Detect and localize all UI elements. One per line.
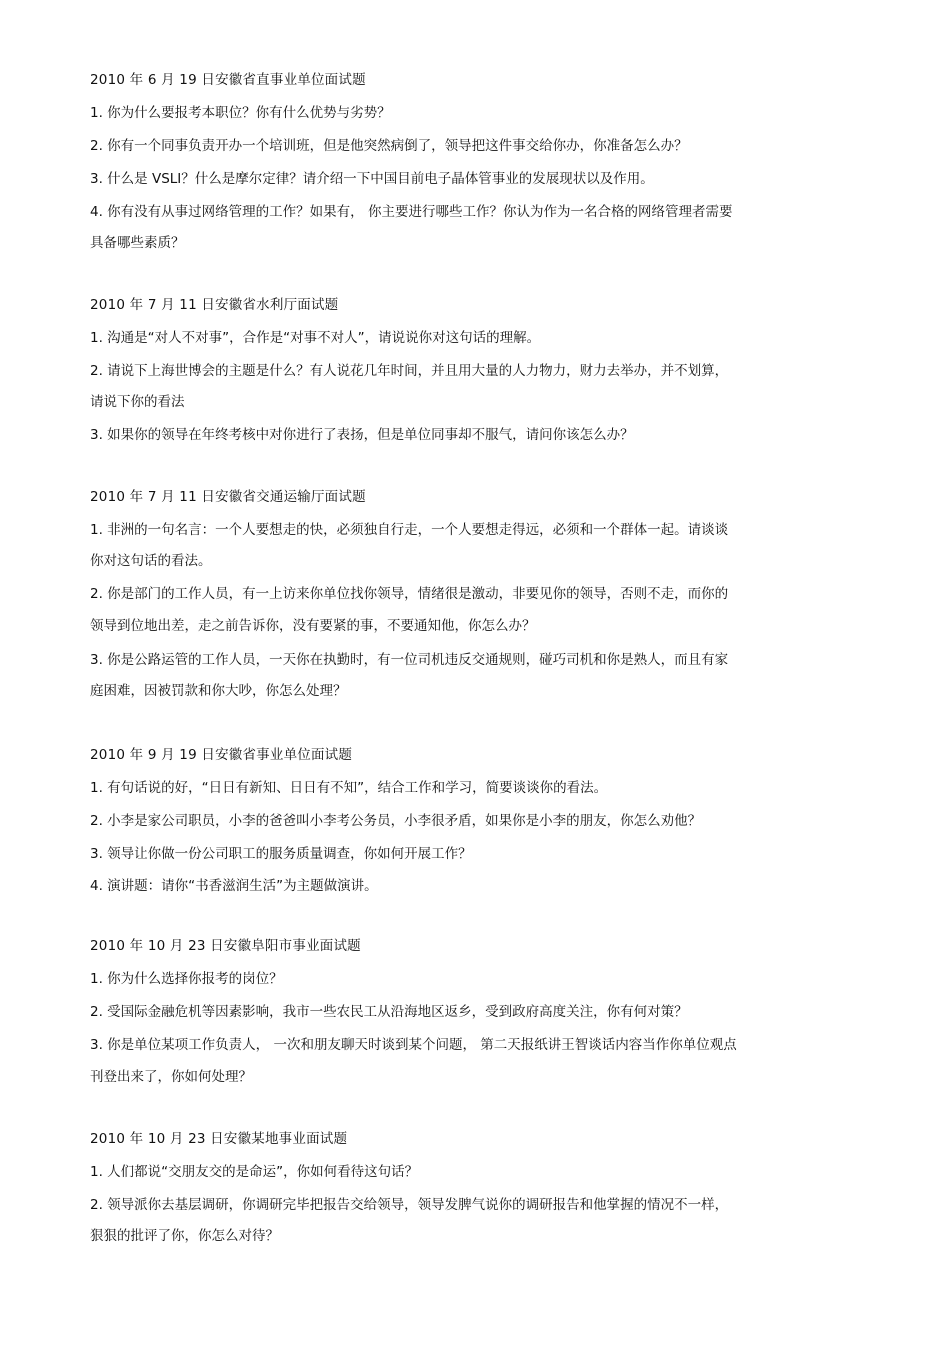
question-line: 3. 领导让你做一份公司职工的服务质量调查，你如何开展工作？ bbox=[90, 846, 472, 862]
question-line: 4. 你有没有从事过网络管理的工作？如果有， 你主要进行哪些工作？你认为作为一名合格的网络管理者需要 bbox=[90, 204, 733, 220]
question-line: 2. 领导派你去基层调研，你调研完毕把报告交给领导，领导发脾气说你的调研报告和他掌握的情况不一样， bbox=[90, 1197, 729, 1213]
question-line: 1. 人们都说“交朋友交的是命运”，你如何看待这句话？ bbox=[90, 1164, 419, 1180]
section-heading: 2010 年 7 月 11 日安徽省水利厅面试题 bbox=[90, 297, 339, 313]
question-line: 4. 演讲题：请你“书香滋润生活”为主题做演讲。 bbox=[90, 878, 378, 894]
question-line: 1. 你为什么要报考本职位？你有什么优势与劣势？ bbox=[90, 105, 391, 121]
section-heading: 2010 年 6 月 19 日安徽省直事业单位面试题 bbox=[90, 72, 366, 88]
question-line: 3. 你是单位某项工作负责人， 一次和朋友聊天时谈到某个问题， 第二天报纸讲王智谈话内容当作你单位观点 bbox=[90, 1037, 737, 1053]
question-line-continuation: 具备哪些素质？ bbox=[90, 235, 185, 251]
section-heading: 2010 年 10 月 23 日安徽某地事业面试题 bbox=[90, 1131, 348, 1147]
question-line: 2. 你是部门的工作人员，有一上访来你单位找你领导，情绪很是激动，非要见你的领导，否则不走，而你的 bbox=[90, 586, 729, 602]
question-line: 3. 什么是 VSLI？什么是摩尔定律？请介绍一下中国目前电子晶体管事业的发展现状以及作用。 bbox=[90, 171, 654, 187]
section-heading: 2010 年 9 月 19 日安徽省事业单位面试题 bbox=[90, 747, 353, 763]
question-line-continuation: 狠狠的批评了你，你怎么对待？ bbox=[90, 1228, 279, 1244]
question-line-continuation: 领导到位地出差，走之前告诉你，没有要紧的事，不要通知他，你怎么办？ bbox=[90, 618, 536, 634]
question-line: 3. 如果你的领导在年终考核中对你进行了表扬，但是单位同事却不服气，请问你该怎么办？ bbox=[90, 427, 634, 443]
question-line: 1. 你为什么选择你报考的岗位？ bbox=[90, 971, 283, 987]
question-line: 1. 有句话说的好，“日日有新知、日日有不知”，结合工作和学习，简要谈谈你的看法。 bbox=[90, 780, 608, 796]
question-line: 1. 沟通是“对人不对事”，合作是“对事不对人”，请说说你对这句话的理解。 bbox=[90, 330, 541, 346]
question-line-continuation: 你对这句话的看法。 bbox=[90, 553, 212, 569]
question-line-continuation: 请说下你的看法 bbox=[90, 394, 185, 410]
question-line: 2. 受国际金融危机等因素影响，我市一些农民工从沿海地区返乡，受到政府高度关注，你有何对策？ bbox=[90, 1004, 688, 1020]
section-heading: 2010 年 10 月 23 日安徽阜阳市事业面试题 bbox=[90, 938, 361, 954]
question-line: 2. 请说下上海世博会的主题是什么？有人说花几年时间，并且用大量的人力物力，财力去举办，并不划算， bbox=[90, 363, 729, 379]
question-line-continuation: 刊登出来了，你如何处理？ bbox=[90, 1069, 252, 1085]
question-line: 2. 小李是家公司职员，小李的爸爸叫小李考公务员，小李很矛盾，如果你是小李的朋友，你怎么劝他？ bbox=[90, 813, 702, 829]
question-line-continuation: 庭困难，因被罚款和你大吵，你怎么处理？ bbox=[90, 683, 347, 699]
question-line: 2. 你有一个同事负责开办一个培训班，但是他突然病倒了，领导把这件事交给你办，你准备怎么办？ bbox=[90, 138, 688, 154]
question-line: 1. 非洲的一句名言：一个人要想走的快，必须独自行走，一个人要想走得远，必须和一个群体一起。请谈谈 bbox=[90, 522, 729, 538]
question-line: 3. 你是公路运管的工作人员，一天你在执勤时，有一位司机违反交通规则，碰巧司机和你是熟人，而且有家 bbox=[90, 652, 729, 668]
section-heading: 2010 年 7 月 11 日安徽省交通运输厅面试题 bbox=[90, 489, 366, 505]
